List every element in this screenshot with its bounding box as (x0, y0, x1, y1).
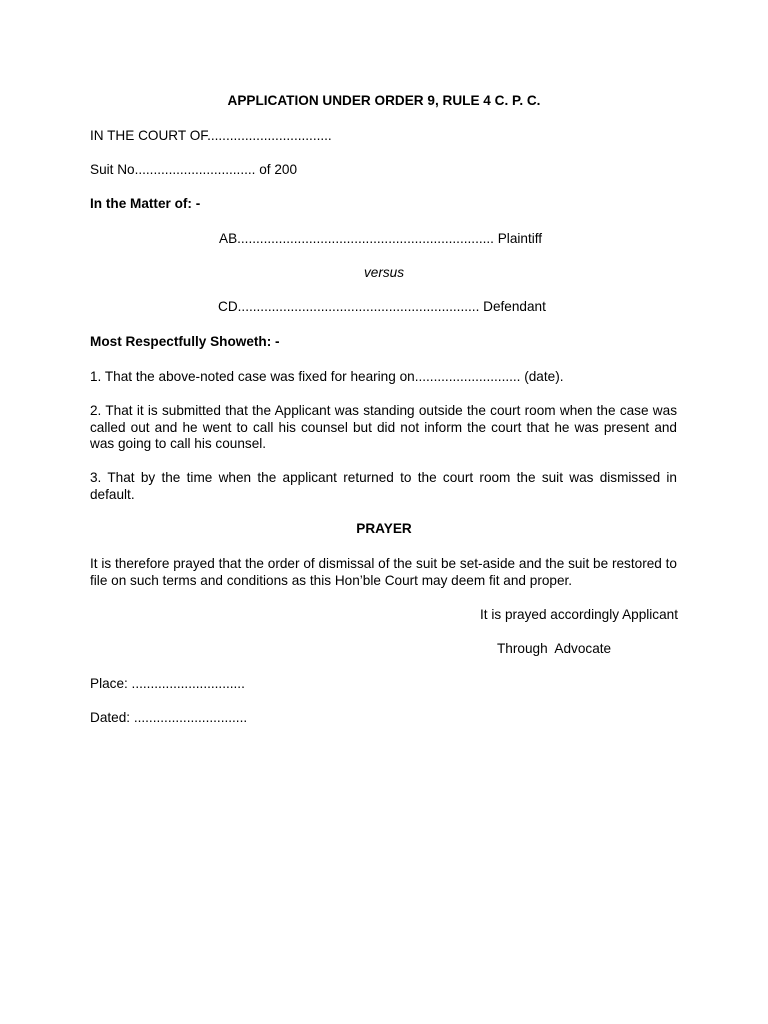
matter-heading: In the Matter of: - (90, 196, 201, 211)
defendant-line: CD................................................................ Defendant (218, 299, 546, 314)
showeth-heading: Most Respectfully Showeth: - (90, 334, 280, 349)
prayer-heading: PRAYER (356, 521, 412, 536)
place-line: Place: .............................. (90, 676, 245, 691)
through-advocate-line: Through Advocate (497, 641, 612, 656)
paragraph-3: 3. That by the time when the applicant returned to the court room the suit was dismissed in default. (90, 470, 677, 502)
suit-number-line: Suit No................................ of 200 (90, 162, 298, 177)
paragraph-1: 1. That the above-noted case was fixed for hearing on............................ (date). (90, 369, 564, 384)
dated-line: Dated: .............................. (90, 710, 248, 725)
prayed-accordingly-line: It is prayed accordingly Applicant (480, 607, 678, 622)
versus-text: versus (363, 265, 405, 280)
plaintiff-line: AB.................................................................... Plaintiff (219, 231, 543, 246)
court-line: IN THE COURT OF................................. (90, 128, 332, 143)
prayer-text: It is therefore prayed that the order of dismissal of the suit be set-aside and the suit be restored to file on such terms and conditions as this Hon’ble Court may deem fit and proper. (90, 556, 677, 588)
document-title: APPLICATION UNDER ORDER 9, RULE 4 C. P. C. (227, 93, 541, 108)
paragraph-2: 2. That it is submitted that the Applicant was standing outside the court room when the case was called out and he went to call his counsel but did not inform the court that he was present and was going to call his counsel. (90, 403, 677, 451)
